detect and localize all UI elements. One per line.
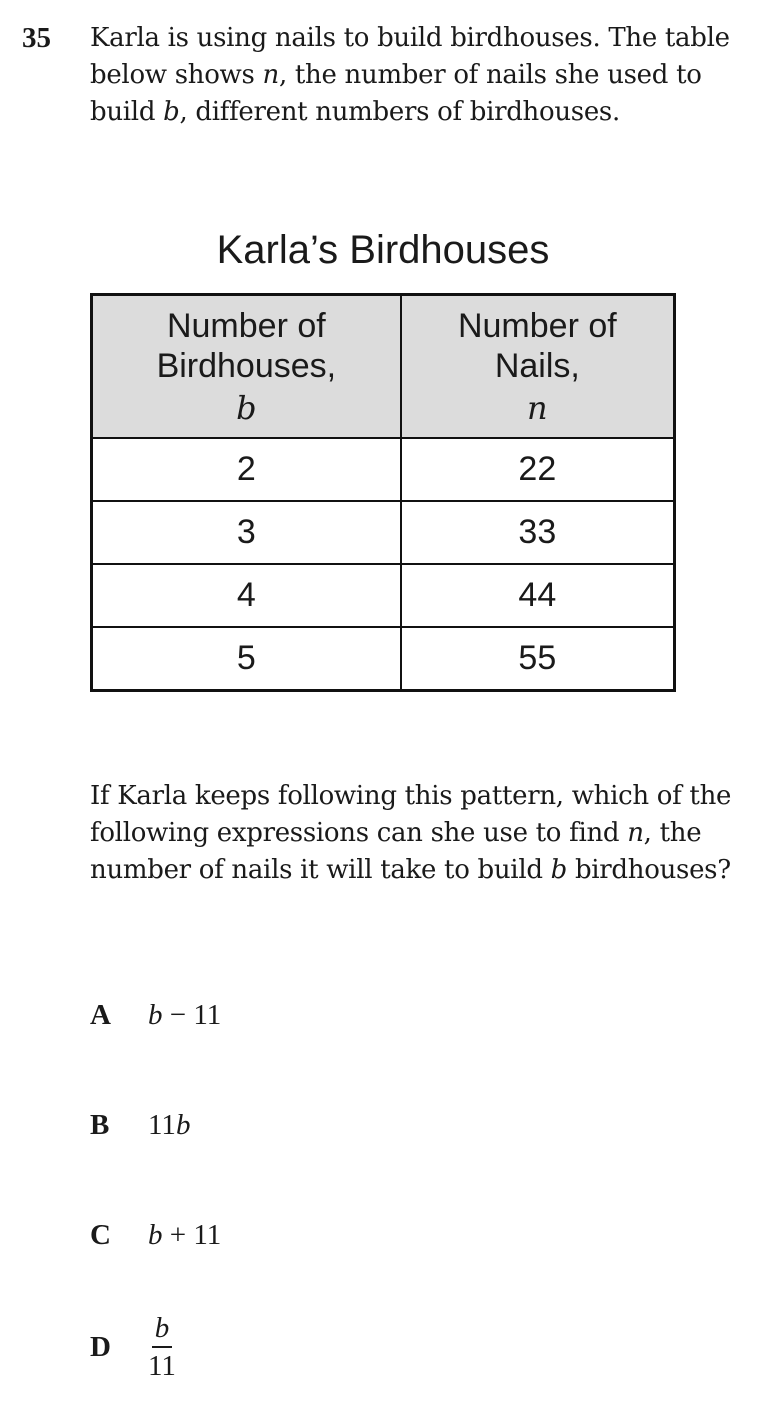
birdhouses-table xyxy=(90,293,676,692)
table-cell: 33 xyxy=(401,501,675,564)
choice-letter: C xyxy=(90,1218,111,1251)
choice-expression: 11b xyxy=(148,1108,191,1141)
answer-choice-d[interactable] xyxy=(90,1312,176,1382)
choice-expression: b + 11 xyxy=(148,1218,222,1251)
choice-letter: D xyxy=(90,1330,111,1363)
variable-b: b xyxy=(163,97,180,127)
table-row xyxy=(92,501,675,564)
answer-choice-b[interactable] xyxy=(90,1105,190,1145)
choice-expression: b − 11 xyxy=(148,998,222,1031)
table-title: Karla’s Birdhouses xyxy=(216,228,550,272)
table-cell: 4 xyxy=(92,564,401,627)
table-cell: 5 xyxy=(92,627,401,691)
table-cell: 3 xyxy=(92,501,401,564)
variable-n: n xyxy=(627,818,644,848)
table-row xyxy=(92,627,675,691)
question-number: 35 xyxy=(22,22,51,54)
question-stem: Karla is using nails to build birdhouses. The table below shows n, the number of nails she used to build b, different numbers of birdhouses. xyxy=(90,23,730,127)
table-cell: 55 xyxy=(401,627,675,691)
table-row xyxy=(92,438,675,501)
table-row xyxy=(92,564,675,627)
header-birdhouses: Number of Birdhouses, b xyxy=(92,295,401,439)
variable-b: b xyxy=(550,855,567,885)
choice-letter: A xyxy=(90,998,111,1031)
choice-fraction xyxy=(148,1312,176,1382)
answer-choice-c[interactable] xyxy=(90,1215,221,1255)
variable-n: n xyxy=(262,60,279,90)
fraction-numerator: b xyxy=(152,1312,173,1348)
header-nails: Number of Nails, n xyxy=(401,295,675,439)
choice-letter: B xyxy=(90,1108,110,1141)
fraction-denominator: 11 xyxy=(148,1350,176,1382)
table-cell: 44 xyxy=(401,564,675,627)
table-cell: 2 xyxy=(92,438,401,501)
table-cell: 22 xyxy=(401,438,675,501)
question-prompt: If Karla keeps following this pattern, which of the following expressions can she use to find n, the number of nails it will take to build b birdhouses? xyxy=(90,781,732,885)
answer-choice-a[interactable] xyxy=(90,995,221,1035)
